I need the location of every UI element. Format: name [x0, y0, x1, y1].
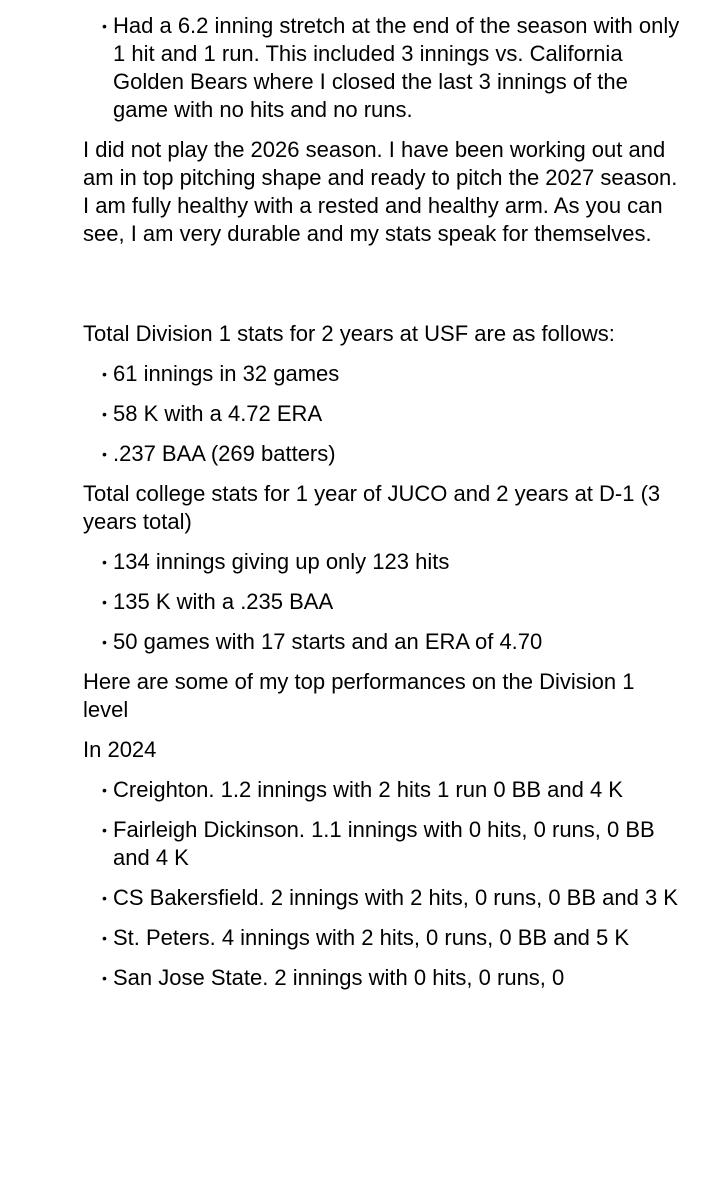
list-item-text: Creighton. 1.2 innings with 2 hits 1 run 0 BB and 4 K: [113, 777, 623, 802]
list-item-text: San Jose State. 2 innings with 0 hits, 0 runs, 0: [113, 965, 565, 990]
bullet-icon: •: [102, 930, 107, 946]
college-stats-list: [83, 548, 683, 656]
list-item-text: .237 BAA (269 batters): [113, 441, 336, 466]
list-item-text: CS Bakersfield. 2 innings with 2 hits, 0 runs, 0 BB and 3 K: [113, 885, 678, 910]
list-item-text: Fairleigh Dickinson. 1.1 innings with 0 hits, 0 runs, 0 BB and 4 K: [113, 817, 655, 870]
bullet-icon: •: [102, 782, 107, 798]
intro-bullet-list: [83, 12, 683, 124]
bullet-icon: •: [102, 554, 107, 570]
bullet-icon: •: [102, 446, 107, 462]
list-item: [83, 548, 683, 576]
bullet-icon: •: [102, 822, 107, 838]
list-item: [83, 776, 683, 804]
list-item-text: 134 innings giving up only 123 hits: [113, 549, 450, 574]
list-item: [83, 360, 683, 388]
list-item-text: 50 games with 17 starts and an ERA of 4.70: [113, 629, 543, 654]
performances-heading: Here are some of my top performances on the Division 1 level: [83, 669, 635, 722]
college-stats-heading: Total college stats for 1 year of JUCO and 2 years at D-1 (3 years total): [83, 481, 661, 534]
status-paragraph: I did not play the 2026 season. I have been working out and am in top pitching shape and ready to pitch the 2027 season. I am fully healthy with a rested and healthy arm. As you can see, I am very durable and my stats speak for themselves.: [83, 137, 678, 246]
bullet-icon: •: [102, 970, 107, 986]
list-item-text: St. Peters. 4 innings with 2 hits, 0 runs, 0 BB and 5 K: [113, 925, 630, 950]
bullet-icon: •: [102, 634, 107, 650]
list-item: [83, 924, 683, 952]
performances-list: [83, 776, 683, 992]
list-item: [83, 964, 683, 992]
list-item-text: 58 K with a 4.72 ERA: [113, 401, 323, 426]
d1-stats-heading: Total Division 1 stats for 2 years at USF are as follows:: [83, 321, 615, 346]
list-item-text: 61 innings in 32 games: [113, 361, 340, 386]
list-item: [83, 588, 683, 616]
list-item: [83, 884, 683, 912]
list-item: [83, 400, 683, 428]
list-item: [83, 440, 683, 468]
document-body: [83, 12, 683, 1004]
bullet-icon: •: [102, 406, 107, 422]
list-item-text: Had a 6.2 inning stretch at the end of the season with only 1 hit and 1 run. This included 3 innings vs. California Golden Bears where I closed the last 3 innings of the game with no hits and no runs.: [113, 13, 680, 122]
year-label: In 2024: [83, 737, 157, 762]
spacer: [83, 260, 683, 320]
list-item: [83, 12, 683, 124]
list-item: [83, 816, 683, 872]
d1-stats-list: [83, 360, 683, 468]
list-item-text: 135 K with a .235 BAA: [113, 589, 334, 614]
bullet-icon: •: [102, 890, 107, 906]
bullet-icon: •: [102, 366, 107, 382]
bullet-icon: •: [102, 18, 107, 34]
list-item: [83, 628, 683, 656]
bullet-icon: •: [102, 594, 107, 610]
